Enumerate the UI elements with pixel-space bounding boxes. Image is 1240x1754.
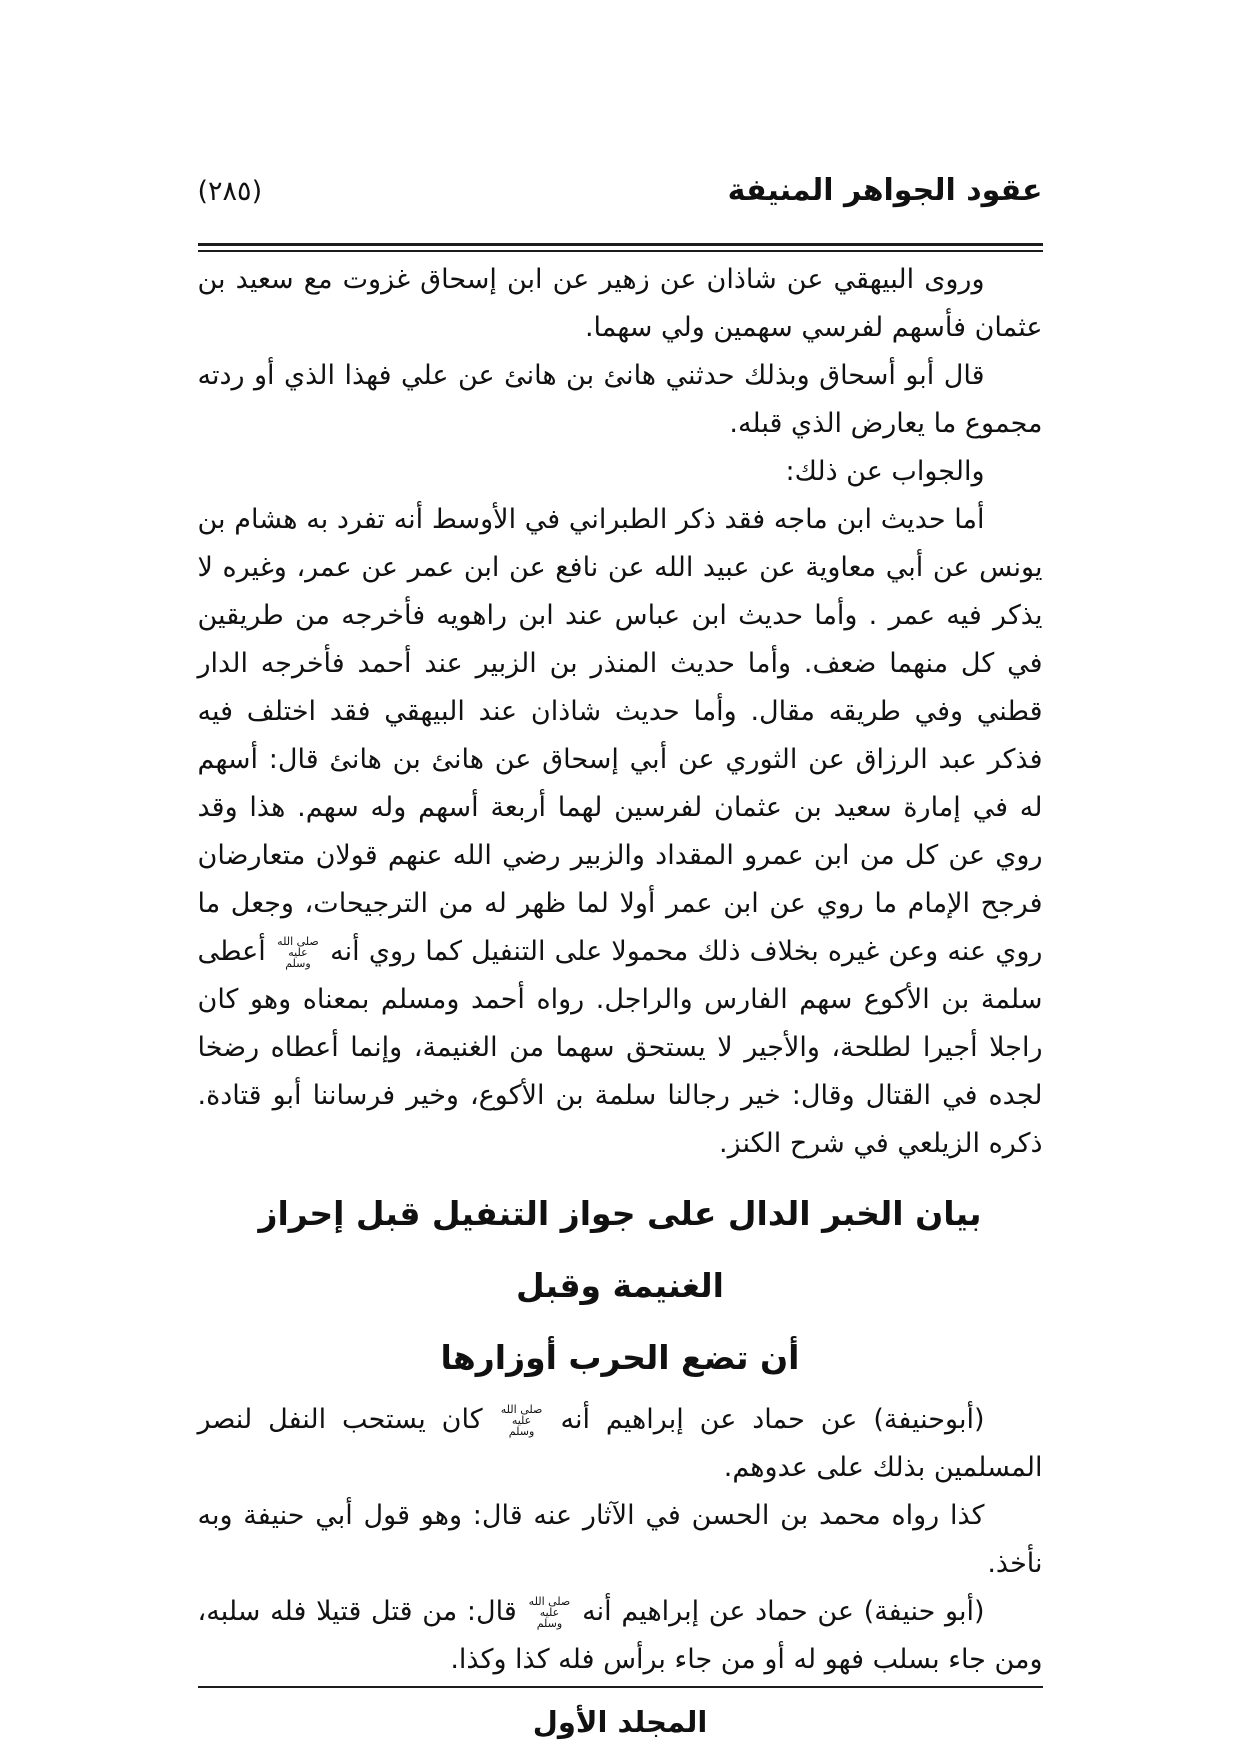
paragraph-1 xyxy=(198,256,1043,352)
page-number: (٢٨٥) xyxy=(197,176,263,207)
pbuh-symbol xyxy=(526,1596,572,1629)
paragraph-7-text-b: قال: من قتل قتيلا فله سلبه، ومن جاء بسلب فهو له أو من جاء برأس فله كذا وكذا. xyxy=(197,1596,1043,1675)
volume-label: المجلد الأول xyxy=(532,1705,708,1739)
paragraph-1-text: وروى البيهقي عن شاذان عن زهير عن ابن إسحاق غزوت مع سعيد بن عثمان فأسهم لفرسي سهمين ولي سهما. xyxy=(197,264,1043,343)
section-heading-line2: أن تضع الحرب أوزارها xyxy=(440,1338,800,1377)
pbuh-symbol xyxy=(275,936,321,969)
header-divider xyxy=(198,243,1043,252)
paragraph-5-text-b: كان يستحب النفل لنصر المسلمين بذلك على عدوهم. xyxy=(197,1404,1043,1483)
pbuh-symbol-line1: صلى الله xyxy=(277,935,319,948)
paragraph-6-text: كذا رواه محمد بن الحسن في الآثار عنه قال: وهو قول أبي حنيفة وبه نأخذ. xyxy=(197,1500,1043,1579)
pbuh-symbol-line1: صلى الله xyxy=(528,1595,571,1608)
body-text-continued xyxy=(198,1396,1043,1684)
paragraph-4 xyxy=(198,496,1043,1168)
pbuh-symbol xyxy=(499,1404,545,1437)
paragraph-6 xyxy=(198,1492,1043,1588)
pbuh-symbol-line1: صلى الله xyxy=(500,1403,543,1416)
book-title: عقود الجواهر المنيفة xyxy=(727,173,1043,208)
pbuh-symbol-line2: عليه وسلم xyxy=(508,1414,535,1438)
paragraph-7-text-a: (أبو حنيفة) عن حماد عن إبراهيم أنه xyxy=(582,1596,985,1627)
paragraph-5 xyxy=(198,1396,1043,1492)
pbuh-symbol-line2: عليه وسلم xyxy=(536,1606,563,1630)
section-heading xyxy=(198,1178,1043,1394)
paragraph-7 xyxy=(198,1588,1043,1684)
body-text xyxy=(198,256,1043,1684)
paragraph-4-text-b: أعطى سلمة بن الأكوع سهم الفارس والراجل. رواه أحمد ومسلم بمعناه وهو كان راجلا أجيرا لطلحة، والأجير لا يستحق سهما من الغنيمة، وإنما أعطاه رضخا لجده في القتال وقال: خير رجالنا سلمة بن الأكوع، وخير فرساننا أبو قتادة. ذكره الزيلعي في شرح الكنز. xyxy=(197,936,1043,1159)
paragraph-4-text-a: أما حديث ابن ماجه فقد ذكر الطبراني في الأوسط أنه تفرد به هشام بن يونس عن أبي معاوية عن عبيد الله عن نافع عن ابن عمر عن عمر، وغيره لا يذكر فيه عمر . وأما حديث ابن عباس عند ابن راهويه فأخرجه من طريقين في كل منهما ضعف. وأما حديث المنذر بن الزبير عند أحمد فأخرجه الدار قطني وفي طريقه مقال. وأما حديث شاذان عند البيهقي فقد اختلف فيه فذكر عبد الرزاق عن الثوري عن أبي إسحاق عن هانئ بن هانئ قال: أسهم له في إمارة سعيد بن عثمان لفرسين لهما أربعة أسهم وله سهم. هذا وقد روي عن كل من ابن عمرو المقداد والزبير رضي الله عنهم قولان متعارضان فرجح الإمام ما روي عن ابن عمر أولا لما ظهر له من الترجيحات، وجعل ما روي عنه وعن غيره بخلاف ذلك محمولا على التنفيل كما روي أنه xyxy=(197,504,1043,967)
paragraph-3 xyxy=(198,448,1043,496)
section-heading-line1: بيان الخبر الدال على جواز التنفيل قبل إحراز الغنيمة وقبل xyxy=(258,1194,982,1305)
paragraph-3-text: والجواب عن ذلك: xyxy=(785,456,985,487)
pbuh-symbol-line2: عليه وسلم xyxy=(285,946,311,970)
paragraph-2-text: قال أبو أسحاق وبذلك حدثني هانئ بن هانئ عن علي فهذا الذي أو ردته مجموع ما يعارض الذي قبله. xyxy=(197,360,1043,439)
page-content xyxy=(198,0,1043,1742)
page-header xyxy=(198,172,1043,211)
paragraph-5-text-a: (أبوحنيفة) عن حماد عن إبراهيم أنه xyxy=(560,1404,985,1435)
footer-divider xyxy=(198,1686,1043,1688)
paragraph-2 xyxy=(198,352,1043,448)
